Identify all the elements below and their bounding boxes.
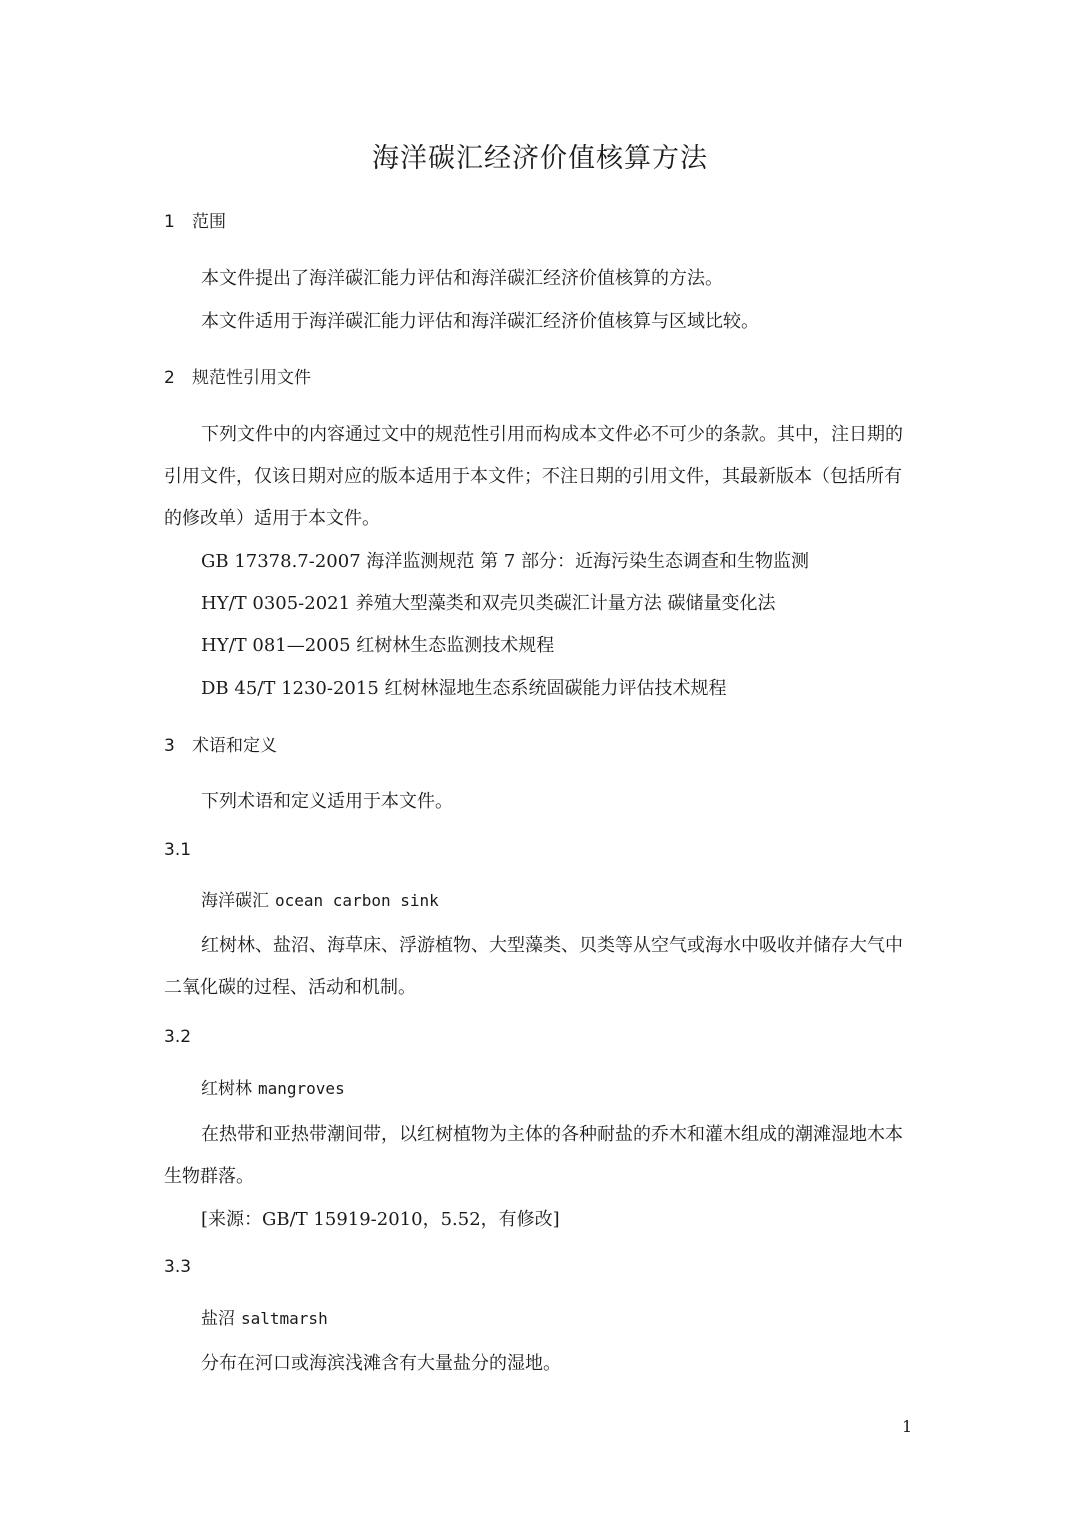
term-en: saltmarsh [241,1309,328,1328]
section-number: 2 [164,368,175,388]
section-number: 3 [164,736,175,756]
section-title: 范围 [192,212,226,232]
reference-item: HY/T 081—2005 红树林生态监测技术规程 [201,635,555,656]
term-definition: 分布在河口或海滨浅滩含有大量盐分的湿地。 [201,1353,561,1374]
reference-item: HY/T 0305-2021 养殖大型藻类和双壳贝类碳汇计量方法 碳储量变化法 [201,593,776,614]
clause-number: 3.3 [164,1257,192,1277]
scope-paragraph-2: 本文件适用于海洋碳汇能力评估和海洋碳汇经济价值核算与区域比较。 [201,311,759,332]
term-definition: 在热带和亚热带潮间带，以红树植物为主体的各种耐盐的乔木和灌木组成的潮滩湿地木本生物群落。 [164,1124,903,1187]
clause-number: 3.1 [164,840,192,860]
term-zh: 红树林 [201,1079,252,1099]
term-zh: 海洋碳汇 [201,891,269,911]
term-source: [来源：GB/T 15919-2010，5.52，有修改] [201,1209,560,1230]
term-en: mangroves [258,1079,345,1098]
section-number: 1 [164,212,175,232]
scope-paragraph-1: 本文件提出了海洋碳汇能力评估和海洋碳汇经济价值核算的方法。 [201,268,723,289]
term-entry [201,888,439,914]
section-1-heading [164,209,226,235]
reference-item: DB 45/T 1230-2015 红树林湿地生态系统固碳能力评估技术规程 [201,678,727,699]
normative-references-intro: 下列文件中的内容通过文中的规范性引用而构成本文件必不可少的条款。其中，注日期的引用文件，仅该日期对应的版本适用于本文件；不注日期的引用文件，其最新版本（包括所有的修改单）适用于本文件。 [164,424,903,529]
document-title: 海洋碳汇经济价值核算方法 [372,143,708,174]
page-number: 1 [902,1417,913,1436]
clause-number: 3.2 [164,1027,192,1047]
terms-intro: 下列术语和定义适用于本文件。 [201,791,453,812]
section-2-heading [164,365,311,391]
section-3-heading [164,733,277,759]
term-zh: 盐沼 [201,1309,235,1329]
section-title: 规范性引用文件 [192,368,311,388]
term-entry [201,1076,345,1102]
term-entry [201,1306,328,1332]
term-en: ocean carbon sink [275,891,439,910]
section-title: 术语和定义 [192,736,277,756]
term-definition: 红树林、盐沼、海草床、浮游植物、大型藻类、贝类等从空气或海水中吸收并储存大气中二氧化碳的过程、活动和机制。 [164,935,903,998]
reference-item: GB 17378.7-2007 海洋监测规范 第 7 部分：近海污染生态调查和生物监测 [201,551,809,572]
